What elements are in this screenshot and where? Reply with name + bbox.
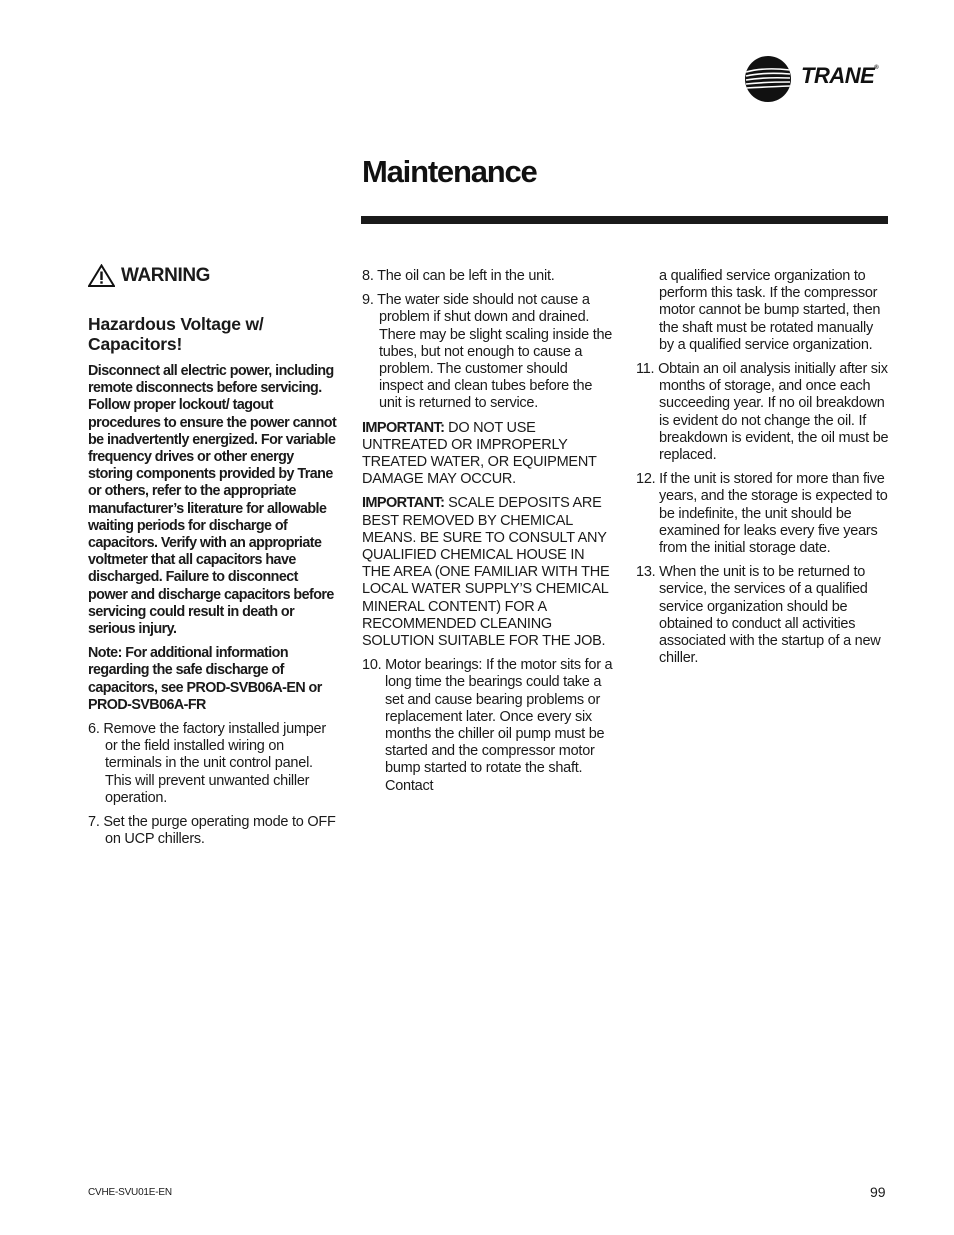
important-note-1 <box>362 420 614 489</box>
important-text: SCALE DEPOSITS ARE BEST REMOVED BY CHEMICAL MEANS. BE SURE TO CONSULT ANY QUALIFIED CHEMICAL HOUSE IN THE AREA (ONE FAMILIAR WITH THE LOCAL WATER SUPPLY’S CHEMICAL MINERAL CONTENT) FOR A RECOMMENDED CLEANING SOLUTION SUITABLE FOR THE JOB. <box>362 495 610 650</box>
step-9: 9. The water side should not cause a problem if shut down and drained. There may be slight scaling inside the tubes, but not enough to cause a problem. The customer should inspect and clean tubes before the unit is returned to service. <box>362 292 613 412</box>
warning-triangle-icon <box>88 264 115 287</box>
step-7: 7. Set the purge operating mode to OFF on UCP chillers. <box>88 814 336 848</box>
trane-wordmark: TRANE® <box>801 63 879 88</box>
step-10: 10. Motor bearings: If the motor sits for a long time the bearings could take a set and cause bearing problems or replacement later. Once every six months the chiller oil pump must be started and the compressor motor bump started to rotate the shaft. Contact <box>362 657 613 794</box>
warning-heading <box>88 264 340 287</box>
step-12: 12. If the unit is stored for more than five years, and the storage is expected to be indefinite, the unit should be examined for leaks every five years from the initial storage date. <box>636 471 888 557</box>
title-rule <box>361 216 888 224</box>
hazard-title: Hazardous Voltage w/ Capacitors! <box>88 314 264 354</box>
step-10-continued: a qualified service organization to perform this task. If the compressor motor cannot be bump started, then the shaft must be rotated manually by a qualified service organization. <box>659 268 881 353</box>
step-6: 6. Remove the factory installed jumper or the field installed wiring on terminals in the unit control panel. This will prevent unwanted chiller operation. <box>88 721 326 806</box>
important-label: IMPORTANT: <box>362 419 445 436</box>
warning-label: WARNING <box>121 264 211 286</box>
warning-note: Note: For additional information regarding the safe discharge of capacitors, see PROD-SVB06A-EN or PROD-SVB06A-FR <box>88 645 322 713</box>
column-left <box>88 264 340 855</box>
trane-logo-mark-icon <box>744 55 792 103</box>
column-middle <box>362 268 614 802</box>
important-note-2 <box>362 495 614 650</box>
footer-doc-id: CVHE-SVU01E-EN <box>88 1187 172 1198</box>
warning-body: Disconnect all electric power, including remote disconnects before servicing. Follow proper lockout/ tagout procedures to ensure the power cannot be inadvertently energized. For variable frequency drives or other energy storing components provided by Trane or others, refer to the appropriate manufacturer’s literature for allowable waiting periods for discharge of capacitors. Verify with an appropriate voltmeter that all capacitors have discharged. Failure to disconnect power and discharge capacitors before servicing could result in death or serious injury. <box>88 363 337 638</box>
step-11: 11. Obtain an oil analysis initially after six months of storage, and once each succeeding year. If no oil breakdown is evident do not change the oil. If breakdown is evident, the oil must be replaced. <box>636 361 889 464</box>
trane-logo <box>744 55 894 103</box>
step-13: 13. When the unit is to be returned to service, the services of a qualified service organization should be obtained to conduct all activities associated with the startup of a new chiller. <box>636 564 881 667</box>
page-number: 99 <box>870 1184 886 1200</box>
important-label: IMPORTANT: <box>362 495 445 512</box>
column-right <box>636 268 890 674</box>
page-title: Maintenance <box>362 154 537 189</box>
step-8: 8. The oil can be left in the unit. <box>362 268 555 284</box>
important-text: DO NOT USE UNTREATED OR IMPROPERLY TREATED WATER, OR EQUIPMENT DAMAGE MAY OCCUR. <box>362 419 597 488</box>
